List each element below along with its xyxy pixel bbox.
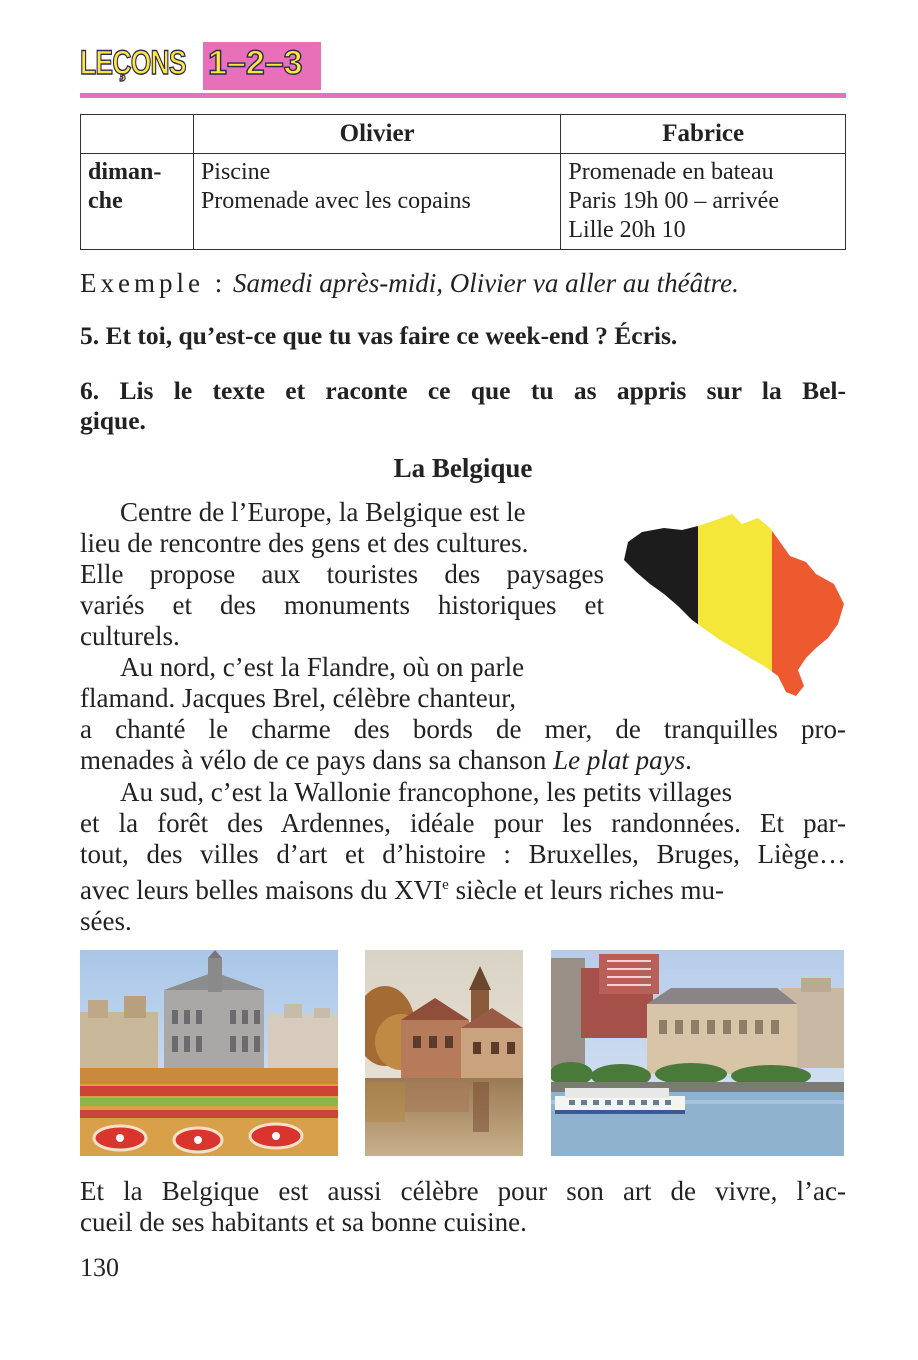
text-line [80,870,846,906]
closing-paragraph [80,1176,846,1238]
text-line: Au nord, c’est la Flandre, où on parle [120,652,525,682]
day-line: diman- [88,159,162,185]
text-line: variés et des monuments historiques et [80,590,604,620]
table-cell-day [81,154,194,250]
schedule-table [80,114,846,250]
table-cell-fabrice [561,154,846,250]
superscript: e [442,877,449,893]
page-number: 130 [80,1253,119,1282]
question-6-line: gique. [80,406,146,435]
text-fragment: siècle et leurs riches mu- [448,875,724,905]
belgium-flag-map-icon [620,508,848,700]
text-line: a chanté le charme des bords de mer, de tranquilles pro- [80,714,846,744]
text-fragment: avec leurs belles maisons du XVI [80,875,443,905]
text-fragment: menades à vélo de ce pays dans sa chanson [80,745,554,775]
paragraph-3 [80,777,846,937]
text-line: Centre de l’Europe, la Belgique est le [120,497,526,527]
activity-line: Piscine [200,159,271,185]
text-line: Au sud, c’est la Wallonie francophone, les petits villages [120,777,733,807]
activity-line: Lille 20h 10 [568,217,686,243]
text-line: cueil de ses habitants et sa bonne cuisine. [80,1207,527,1237]
table-header-olivier: Olivier [193,115,560,154]
table-header-fabrice: Fabrice [561,115,846,154]
grand-place-photo [80,950,338,1156]
bruges-canal-photo [365,950,523,1156]
activity-line: Promenade en bateau [568,159,774,185]
table-cell-olivier [193,154,560,250]
lessons-label: LEÇONS [80,44,186,82]
text-line: Elle propose aux touristes des paysages [80,559,604,589]
day-line: che [88,188,123,214]
text-line: flamand. Jacques Brel, célèbre chanteur, [80,683,516,713]
header-divider [80,93,846,98]
text-line: tout, des villes d’art et d’histoire : Bruxelles, Bruges, Liège… [80,839,846,869]
question-6 [80,376,846,436]
text-line: lieu de rencontre des gens et des cultures. [80,528,529,558]
text-fragment: . [685,745,692,775]
paragraph-1 [80,497,604,652]
activity-line: Paris 19h 00 – arrivée [568,188,779,214]
table-header-empty [81,115,194,154]
text-line [80,745,846,776]
activity-line: Promenade avec les copains [200,188,471,214]
example-label: Exemple : [80,268,227,298]
article-title: La Belgique [393,453,533,483]
text-line: Et la Belgique est aussi célèbre pour son art de vivre, l’ac- [80,1176,846,1206]
text-line: sées. [80,906,132,936]
question-6-line: 6. Lis le texte et raconte ce que tu as appris sur la Bel- [80,376,846,405]
text-line: culturels. [80,621,180,651]
question-5: 5. Et toi, qu’est-ce que tu vas faire ce week-end ? Écris. [80,321,678,350]
example-text: Samedi après-midi, Olivier va aller au théâtre. [232,268,739,298]
liege-waterfront-photo [551,950,844,1156]
table-header-row [81,115,846,154]
song-title: Le plat pays [553,745,686,775]
text-line: et la forêt des Ardennes, idéale pour les randonnées. Et par- [80,808,846,838]
table-row [81,154,846,250]
example-line [80,268,850,299]
lessons-numbers: 1–2–3 [208,44,303,82]
